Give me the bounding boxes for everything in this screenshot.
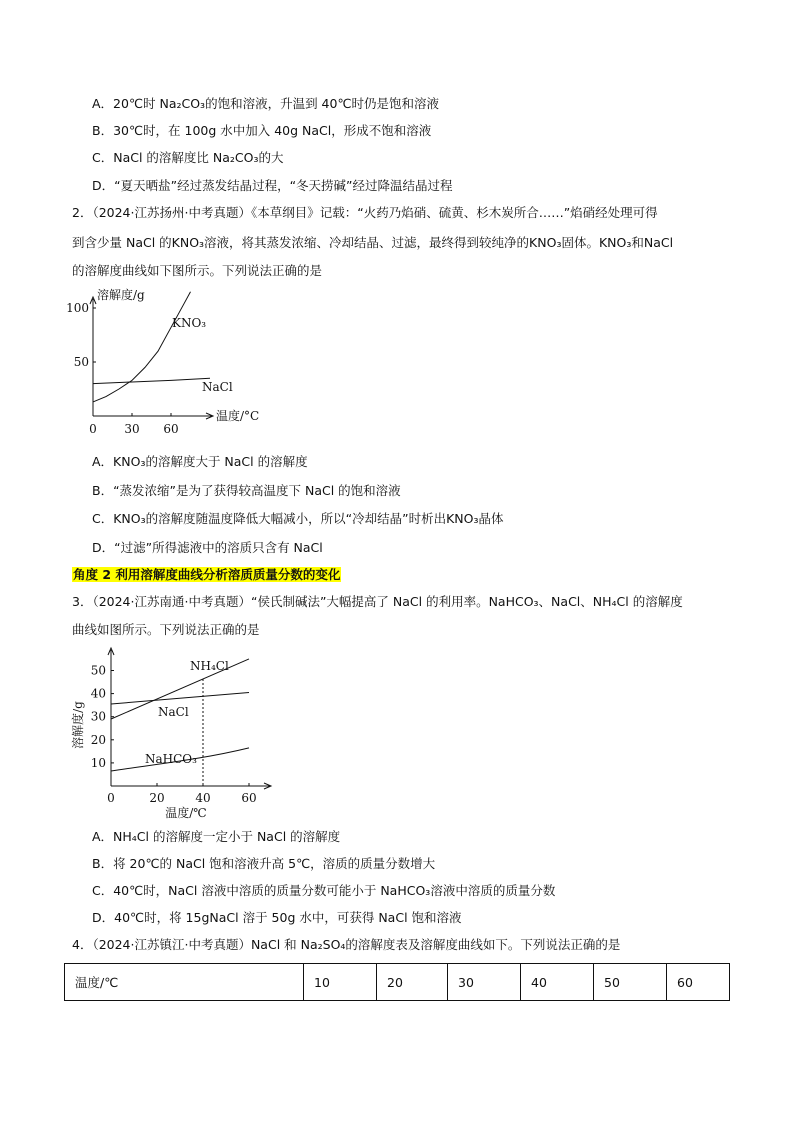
q1-option-c: C．NaCl 的溶解度比 Na₂CO₃的大 [92,150,284,165]
q2-option-c: C．KNO₃的溶解度随温度降低大幅减小，所以“冷却结晶”时析出KNO₃晶体 [92,511,504,526]
table-cell: 40 [521,964,594,1001]
x-axis-label: 温度/°C [216,409,260,423]
table-cell: 10 [304,964,377,1001]
q1-option-d: D．“夏天晒盐”经过蒸发结晶过程，“冬天捞碱”经过降温结晶过程 [92,178,453,193]
q3-stem-line-2: 曲线如图所示。下列说法正确的是 [72,622,260,637]
x-tick-label: 60 [241,791,257,805]
y-tick-label: 30 [90,709,106,724]
section-heading-text: 角度 2 利用溶解度曲线分析溶质质量分数的变化 [73,567,341,582]
y-tick-label: 50 [90,663,106,678]
x-tick-label: 60 [163,422,179,436]
q2-option-a: A．KNO₃的溶解度大于 NaCl 的溶解度 [92,454,308,469]
series-line-nacl [111,692,249,704]
y-tick-label: 100 [66,301,89,315]
series-label-nahco3: NaHCO₃ [145,752,197,766]
q2-option-b: B．“蒸发浓缩”是为了获得较高温度下 NaCl 的饱和溶液 [92,483,401,498]
series-label-nacl: NaCl [202,380,233,394]
q2-stem-line-3: 的溶解度曲线如下图所示。下列说法正确的是 [72,263,323,278]
q3-option-b: B．将 20℃的 NaCl 饱和溶液升高 5℃，溶质的质量分数增大 [92,856,436,871]
x-tick-label: 0 [89,422,97,436]
series-label-nh4cl: NH₄Cl [190,659,229,673]
y-tick-label: 20 [90,732,106,747]
x-axis-label: 温度/℃ [165,806,207,820]
series-label-kno3: KNO₃ [172,316,207,330]
q3-solubility-chart [68,645,288,825]
table-row [65,964,730,1001]
table-header-cell: 温度/℃ [65,964,304,1001]
q4-stem: 4．（2024·江苏镇江·中考真题）NaCl 和 Na₂SO₄的溶解度表及溶解度曲线如下。下列说法正确的是 [72,937,621,952]
table-cell: 20 [377,964,448,1001]
q2-stem-line-1: 2．（2024·江苏扬州·中考真题）《本草纲目》记载：“火药乃焰硝、硫黄、杉木炭所合……”焰硝经处理可得 [72,205,658,220]
series-label-nacl: NaCl [158,705,189,719]
q1-option-a: A．20℃时 Na₂CO₃的饱和溶液，升温到 40℃时仍是饱和溶液 [92,96,439,111]
q3-option-a: A．NH₄Cl 的溶解度一定小于 NaCl 的溶解度 [92,829,341,844]
y-tick-label: 50 [73,355,89,369]
section-heading [72,566,341,584]
series-line-kno3 [93,292,191,402]
q3-option-d: D．40℃时，将 15gNaCl 溶于 50g 水中，可获得 NaCl 饱和溶液 [92,910,462,925]
solubility-table [64,963,730,1001]
q1-option-b: B．30℃时，在 100g 水中加入 40g NaCl，形成不饱和溶液 [92,123,432,138]
y-tick-label: 10 [90,755,106,770]
x-tick-label: 30 [124,422,140,436]
series-line-nacl [93,378,210,383]
table-cell: 60 [667,964,730,1001]
q2-stem-line-2: 到含少量 NaCl 的KNO₃溶液，将其蒸发浓缩、冷却结晶、过滤，最终得到较纯净的KNO₃固体。KNO₃和NaCl [72,235,674,250]
q2-option-d: D．“过滤”所得滤液中的溶质只含有 NaCl [92,540,323,555]
y-axis-label: 溶解度/g [71,701,85,749]
table-cell: 50 [594,964,667,1001]
x-tick-label: 0 [107,791,115,805]
y-tick-label: 40 [90,686,106,701]
q2-solubility-chart [60,285,290,445]
y-axis-label: 溶解度/g [97,288,145,302]
q3-option-c: C．40℃时，NaCl 溶液中溶质的质量分数可能小于 NaHCO₃溶液中溶质的质量分数 [92,883,556,898]
table-cell: 30 [448,964,521,1001]
q3-stem-line-1: 3．（2024·江苏南通·中考真题）“侯氏制碱法”大幅提高了 NaCl 的利用率。NaHCO₃、NaCl、NH₄Cl 的溶解度 [72,594,683,609]
x-tick-label: 40 [195,791,211,805]
x-tick-label: 20 [149,791,165,805]
